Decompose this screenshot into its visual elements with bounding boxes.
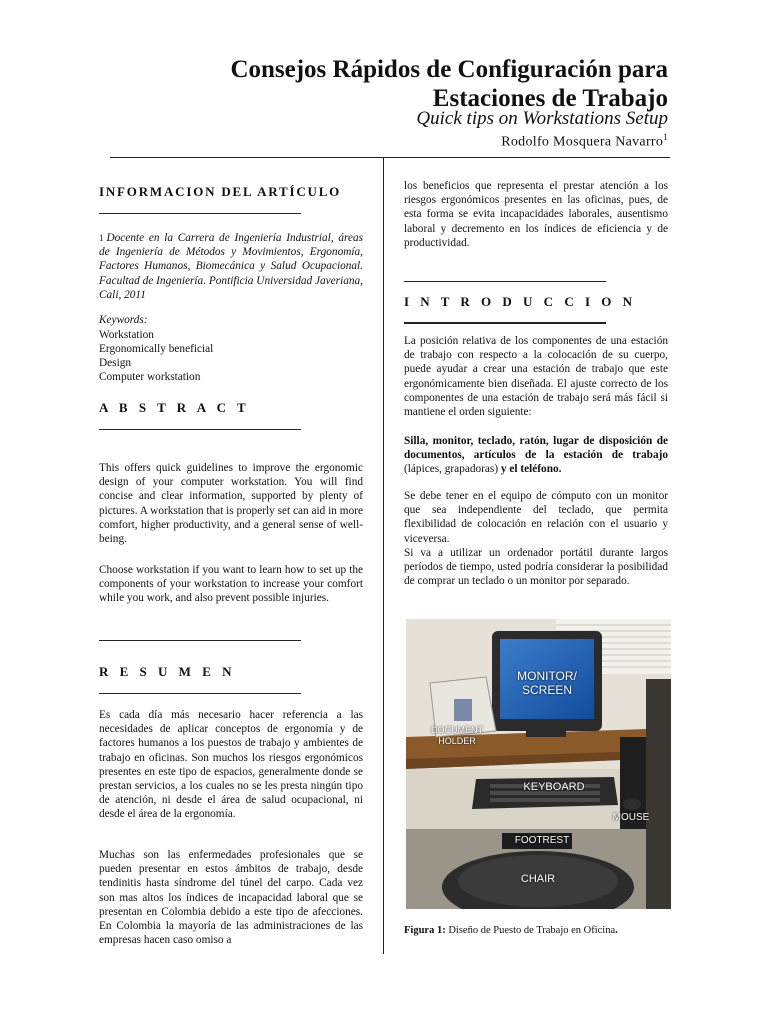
abstract-paragraph-2: Choose workstation if you want to learn how to set up the components of your workstation to increase your comfort while you work, and also prevent possible injuries. (99, 564, 363, 605)
intro-rule (404, 322, 606, 324)
document-holder-label: DOCUMENT HOLDER (431, 725, 483, 746)
mouse-label: MOUSE (612, 812, 650, 823)
info-heading: INFORMACION DEL ARTÍCULO (99, 184, 342, 199)
order-end: y el teléfono. (500, 463, 562, 476)
column-divider (383, 157, 384, 954)
footrest-label: FOOTREST (514, 835, 570, 846)
author-name: Rodolfo Mosquera Navarro (501, 134, 664, 150)
intro-paragraph-2: Se debe tener en el equipo de cómputo con un monitor que sea independiente del teclado, que permita flexibilidad de colocación en relación con el usuario y viceversa. (404, 490, 668, 545)
intro-paragraph-1: La posición relativa de los componentes de una estación de trabajo con respecto a la colocación de su cuerpo, puede ayudar a crear una estación de trabajo que este ergonómicamente bien diseñada. El ajuste correcto de los componentes de una estación de trabajo será más fácil si mantiene el orden siguiente: (404, 335, 668, 419)
resumen-top-rule (99, 640, 301, 641)
caption-period: . (615, 925, 618, 936)
resumen-rule (99, 693, 301, 694)
keyword-list (99, 328, 213, 384)
resumen-heading: R E S U M E N (99, 664, 236, 679)
keyword-item: Design (99, 357, 132, 369)
paper-title-line1: Consejos Rápidos de Configuración para (230, 56, 668, 83)
caption-text: Diseño de Puesto de Trabajo en Oficina (448, 925, 616, 936)
keywords-title: Keywords: (99, 314, 148, 326)
intro-top-rule (404, 281, 606, 282)
abstract-rule (99, 429, 301, 430)
keyword-item: Workstation (99, 329, 154, 341)
caption-label: Figura 1: (404, 925, 446, 936)
chair-label: CHAIR (520, 873, 556, 885)
paper-subtitle: Quick tips on Workstations Setup (416, 108, 668, 129)
author-line (501, 132, 668, 151)
workstation-illustration (406, 619, 671, 909)
keyword-item: Ergonomically beneficial (99, 343, 214, 355)
author-footnote (99, 231, 363, 302)
order-items: Silla, monitor, teclado, ratón, lugar de disposición de documentos, artículos de la estación de trabajo (404, 435, 668, 462)
keyboard-label: KEYBOARD (523, 781, 585, 793)
resumen-paragraph-1: Es cada día más necesario hacer referencia a las necesidades de aplicar conceptos de ergonomía y de factores humanos a los puestos de trabajo y ambientes de trabajo en oficinas. Son muchos los riesgos ergonómicos presentes en este tipo de espacios, generalmente donde se prestan servicios, a los cuales no se les presta ningún tipo de atención, ni desde el área de salud ocupacional, ni desde el área de la ergonomía. (99, 709, 363, 821)
figure-caption (404, 925, 618, 936)
abstract-heading: A B S T R A C T (99, 400, 250, 415)
header-rule (110, 157, 670, 158)
resumen-paragraph-2: Muchas son las enfermedades profesionales que se pueden presentar en estos ámbitos de trabajo, desde tendinitis hasta síndrome del túnel del carpo. Cada vez son mas altos los índices de incapacidad laboral que se presentan en Colombia debido a este tipo de afecciones. En Colombia la mayoría de las administraciones de las empresas hacen caso omiso a (99, 849, 363, 947)
footnote-marker: 1 (99, 233, 104, 243)
order-extra: (lápices, grapadoras) (404, 463, 499, 476)
intro-paragraph-3: Si va a utilizar un ordenador portátil durante largos períodos de tiempo, usted podría considerar la posibilidad de comprar un teclado o un monitor por separado. (404, 547, 668, 588)
intro-order-paragraph (404, 434, 668, 477)
abstract-paragraph-1: This offers quick guidelines to improve the ergonomic design of your computer workstation. You will find concise and clear information, supported by plenty of pictures. A workstation that is properly set can aid in more comfort, higher productivity, and a general sense of well-being. (99, 462, 363, 546)
paper-title-line2: Estaciones de Trabajo (432, 85, 668, 112)
info-rule (99, 213, 301, 214)
intro-heading: I N T R O D U C C I O N (404, 294, 637, 309)
keyword-item: Computer workstation (99, 371, 201, 383)
author-footnote-ref: 1 (663, 132, 668, 142)
footnote-text: Docente en la Carrera de Ingeniería Industrial, áreas de Ingeniería de Métodos y Movimientos, Ergonomía, Factores Humanos, Biomecánica y Salud Ocupacional. Facultad de Ingeniería. Pontificia Universidad Javeriana, Cali, 2011 (99, 232, 363, 301)
monitor-label: MONITOR/ SCREEN (517, 669, 577, 697)
workstation-photo (406, 619, 671, 909)
continued-paragraph: los beneficios que representa el prestar atención a los riesgos ergonómicos presentes en las oficinas, pues, de esta forma se evita incapacidades laborales, ausentismo laboral y decremento en los índices de eficiencia y de productividad. (404, 180, 668, 249)
